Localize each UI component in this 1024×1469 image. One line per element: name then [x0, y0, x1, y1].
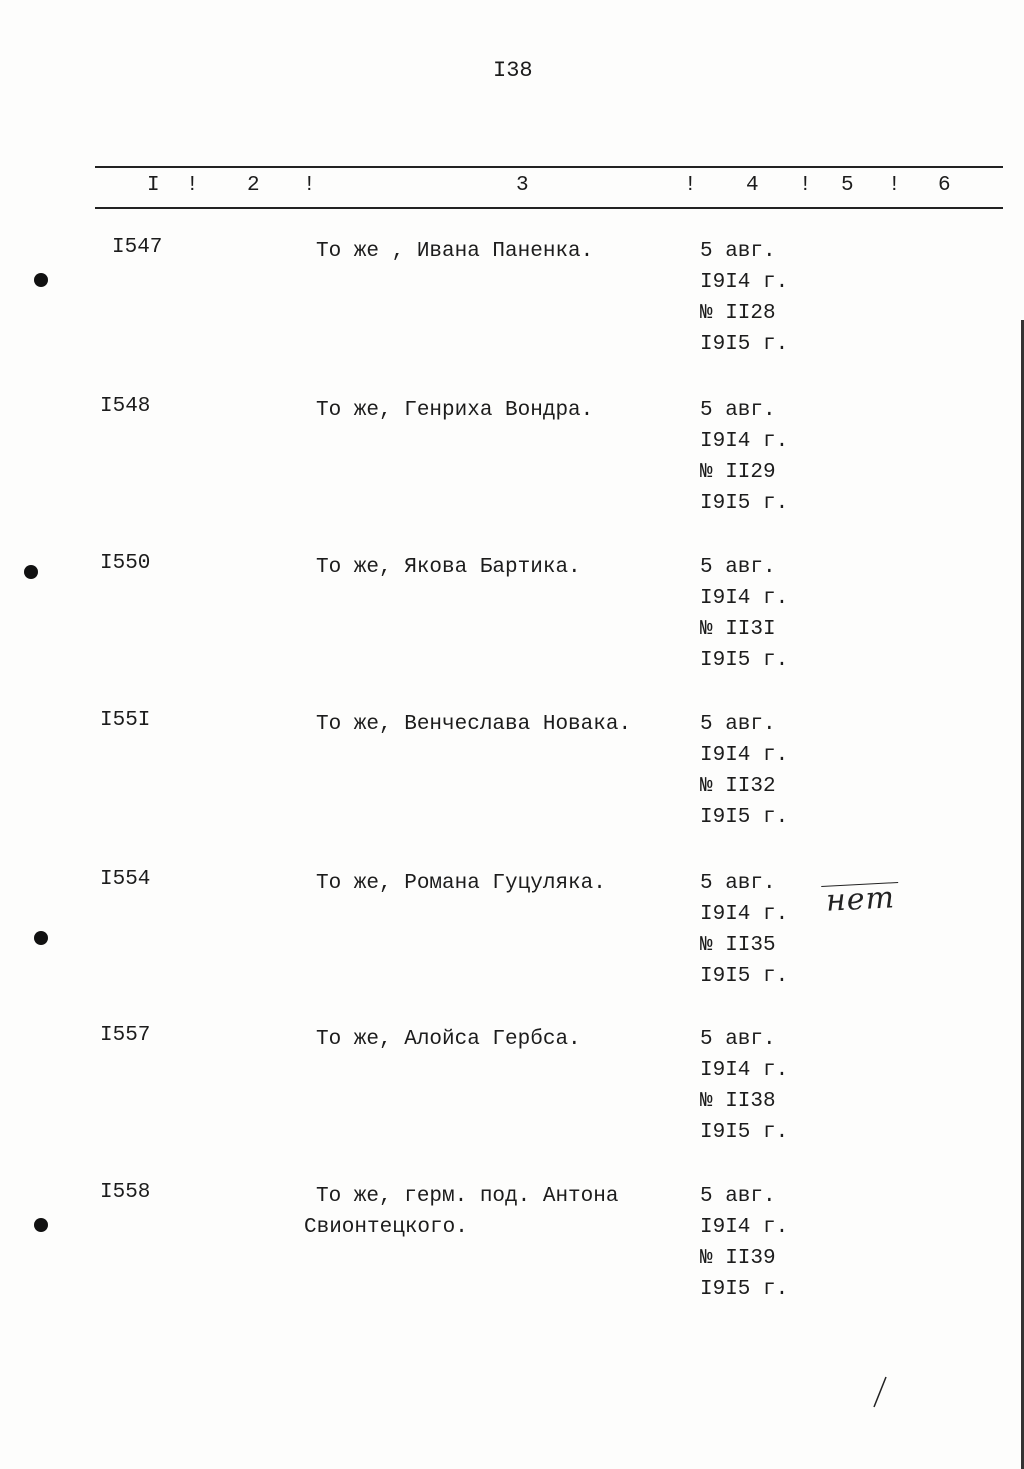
record-number: I550: [100, 552, 151, 575]
table-row: [0, 236, 1024, 376]
number-line: № II38: [700, 1090, 776, 1113]
table-row: [0, 1181, 1024, 1321]
number-line: № II28: [700, 302, 776, 325]
col-header-6: 6: [938, 174, 951, 197]
record-number: I558: [100, 1181, 151, 1204]
number-line: № II35: [700, 934, 776, 957]
date-line: 5 авг.: [700, 556, 776, 579]
date-line: I9I5 г.: [700, 649, 789, 672]
record-dates: [700, 1181, 788, 1305]
date-line: I9I4 г.: [700, 903, 789, 926]
number-line: № II29: [700, 461, 776, 484]
col-separator: !: [186, 174, 199, 197]
record-number: I55I: [100, 709, 151, 732]
col-header-2: 2: [247, 174, 260, 197]
date-line: 5 авг.: [700, 713, 776, 736]
header-bottom-rule: [95, 207, 1003, 209]
handwritten-note: нет: [821, 882, 899, 917]
punch-hole: [24, 565, 38, 579]
record-description: [304, 1181, 618, 1243]
date-line: I9I4 г.: [700, 430, 789, 453]
record-description: То же, Якова Бартика.: [316, 556, 581, 579]
record-number: I557: [100, 1024, 151, 1047]
col-header-3: 3: [516, 174, 529, 197]
col-separator: !: [888, 174, 901, 197]
header-top-rule: [95, 166, 1003, 168]
record-description: То же, Венчеслава Новака.: [316, 713, 632, 736]
date-line: I9I4 г.: [700, 1059, 789, 1082]
table-row: [0, 552, 1024, 692]
record-dates: [700, 395, 788, 519]
punch-hole: [34, 273, 48, 287]
record-number: I548: [100, 395, 151, 418]
date-line: 5 авг.: [700, 1028, 776, 1051]
date-line: 5 авг.: [700, 1185, 776, 1208]
punch-hole: [34, 1218, 48, 1232]
record-description: То же, Генриха Вондра.: [316, 399, 594, 422]
number-line: № II3I: [700, 618, 776, 641]
record-dates: [700, 868, 788, 992]
col-separator: !: [799, 174, 812, 197]
description-line: То же, герм. под. Антона: [316, 1185, 619, 1208]
date-line: I9I5 г.: [700, 1121, 789, 1144]
table-row: [0, 1024, 1024, 1164]
record-number: I554: [100, 868, 151, 891]
record-dates: [700, 552, 788, 676]
record-dates: [700, 236, 788, 360]
record-dates: [700, 709, 788, 833]
number-line: № II32: [700, 775, 776, 798]
col-separator: !: [303, 174, 316, 197]
punch-hole: [34, 931, 48, 945]
date-line: I9I4 г.: [700, 271, 789, 294]
col-header-5: 5: [841, 174, 854, 197]
record-number: I547: [112, 236, 163, 259]
date-line: I9I4 г.: [700, 1216, 789, 1239]
record-dates: [700, 1024, 788, 1148]
record-description: То же, Алойса Гербса.: [316, 1028, 581, 1051]
pen-mark: [870, 1375, 890, 1411]
col-header-1: I: [147, 174, 160, 197]
date-line: I9I5 г.: [700, 492, 789, 515]
table-row: [0, 395, 1024, 535]
date-line: I9I4 г.: [700, 744, 789, 767]
date-line: 5 авг.: [700, 399, 776, 422]
date-line: I9I5 г.: [700, 965, 789, 988]
col-header-4: 4: [746, 174, 759, 197]
date-line: 5 авг.: [700, 240, 776, 263]
record-description: То же , Ивана Паненка.: [316, 240, 594, 263]
date-line: I9I5 г.: [700, 1278, 789, 1301]
record-description: То же, Романа Гуцуляка.: [316, 872, 606, 895]
date-line: I9I5 г.: [700, 806, 789, 829]
table-row: [0, 709, 1024, 849]
col-separator: !: [684, 174, 697, 197]
description-line: Свионтецкого.: [304, 1216, 468, 1239]
date-line: 5 авг.: [700, 872, 776, 895]
number-line: № II39: [700, 1247, 776, 1270]
date-line: I9I5 г.: [700, 333, 789, 356]
date-line: I9I4 г.: [700, 587, 789, 610]
page-number: I38: [493, 58, 533, 83]
